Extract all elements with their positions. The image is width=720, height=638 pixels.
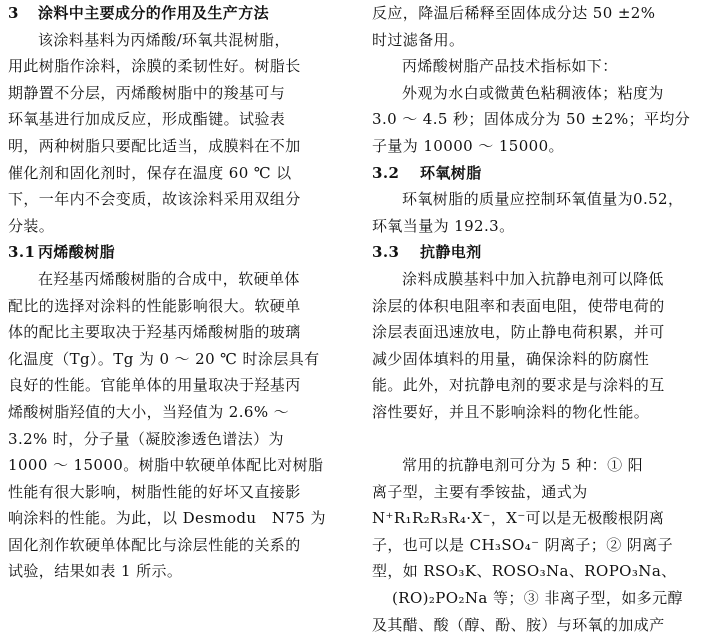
text-line: 丙烯酸树脂产品技术指标如下： bbox=[402, 57, 618, 76]
section-number: 3.2 bbox=[372, 163, 400, 182]
text-line: 下，一年内不会变质，故该涂料采用双组分 bbox=[8, 190, 301, 209]
text-line: N⁺R₁R₂R₃R₄·X⁻，X⁻可以是无极酸根阴离 bbox=[372, 509, 665, 528]
text-line: 该涂料基料为丙烯酸/环氧共混树脂， bbox=[38, 30, 290, 49]
text-line: 固化剂作软硬单体配比与涂层性能的关系的 bbox=[8, 535, 301, 554]
right-column bbox=[372, 0, 712, 638]
left-column bbox=[8, 0, 352, 585]
text-line: 时过滤备用。 bbox=[372, 30, 465, 49]
text-line: 离子型，主要有季铵盐，通式为 bbox=[372, 482, 588, 501]
text-line bbox=[372, 426, 712, 453]
text-line: 明，两种树脂只要配比适当，成膜料在不加 bbox=[8, 136, 301, 155]
text-line: 3.0 ～ 4.5 秒；固体成分为 50 ±2%；平均分 bbox=[372, 110, 691, 129]
text-line: 配比的选择对涂料的性能影响很大。软硬单 bbox=[8, 296, 301, 315]
text-line: 环氧基进行加成反应，形成酯键。试验表 bbox=[8, 110, 286, 129]
text-line: 用此树脂作涂料，涂膜的柔韧性好。树脂长 bbox=[8, 57, 301, 76]
section-heading bbox=[8, 0, 352, 27]
text-line: 及其醋、酸（醇、酚、胺）与环氧的加成产 bbox=[372, 615, 665, 634]
text-line: 催化剂和固化剂时，保存在温度 60 ℃ 以 bbox=[8, 163, 292, 182]
text-line: 在羟基丙烯酸树脂的合成中，软硬单体 bbox=[38, 269, 300, 288]
text-line: 常用的抗静电剂可分为 5 种：① 阳 bbox=[402, 456, 644, 475]
section-number: 3.3 bbox=[372, 243, 400, 262]
section-heading bbox=[372, 160, 712, 187]
text-line: 外观为水白或微黄色粘稠液体；粘度为 bbox=[402, 83, 664, 102]
text-line: 子量为 10000 ～ 15000。 bbox=[372, 136, 564, 155]
text-line: 能。此外，对抗静电剂的要求是与涂料的互 bbox=[372, 376, 665, 395]
text-line: 分装。 bbox=[8, 216, 55, 235]
text-line: 良好的性能。官能单体的用量取决于羟基丙 bbox=[8, 376, 301, 395]
section-heading bbox=[8, 239, 352, 266]
text-line: 烯酸树脂羟值的大小，当羟值为 2.6% ～ bbox=[8, 402, 290, 421]
text-line: 3.2% 时，分子量（凝胶渗透色谱法）为 bbox=[8, 429, 284, 448]
text-line: 型，如 RSO₃K、ROSO₃Na、ROPO₃Na、 bbox=[372, 562, 677, 581]
text-line: 环氧当量为 192.3。 bbox=[372, 216, 515, 235]
text-line: 体的配比主要取决于羟基丙烯酸树脂的玻璃 bbox=[8, 323, 301, 342]
text-line: 子，也可以是 CH₃SO₄⁻ 阴离子；② 阴离子 bbox=[372, 535, 673, 554]
text-line: 涂层表面迅速放电，防止静电荷积累，并可 bbox=[372, 323, 665, 342]
section-title: 抗静电剂 bbox=[420, 243, 482, 262]
text-line: 涂料成膜基料中加入抗静电剂可以降低 bbox=[402, 269, 664, 288]
text-line: 响涂料的性能。为此，以 Desmodu N75 为 bbox=[8, 509, 326, 528]
section-title: 环氧树脂 bbox=[420, 163, 482, 182]
text-line: 试验，结果如表 1 所示。 bbox=[8, 562, 183, 581]
text-line: 环氧树脂的质量应控制环氧值量为0.52， bbox=[402, 190, 684, 209]
text-line: 减少固体填料的用量，确保涂料的防腐性 bbox=[372, 349, 650, 368]
text-line: 溶性要好，并且不影响涂料的物化性能。 bbox=[372, 402, 650, 421]
text-line: 期静置不分层，丙烯酸树脂中的羧基可与 bbox=[8, 83, 286, 102]
text-line: 1000 ～ 15000。树脂中软硬单体配比对树脂 bbox=[8, 456, 324, 475]
text-line: 化温度（Tg）。Tg 为 0 ～ 20 ℃ 时涂层具有 bbox=[8, 349, 320, 368]
section-number: 3.1 bbox=[8, 243, 36, 262]
section-title: 涂料中主要成分的作用及生产方法 bbox=[38, 4, 270, 22]
text-line: 涂层的体积电阻率和表面电阻，使带电荷的 bbox=[372, 296, 665, 315]
section-number: 3 bbox=[8, 4, 19, 22]
text-line: 性能有很大影响，树脂性能的好坏又直接影 bbox=[8, 482, 301, 501]
section-title: 丙烯酸树脂 bbox=[38, 243, 116, 262]
text-line: 反应，降温后稀释至固体成分达 50 ±2% bbox=[372, 4, 656, 22]
text-line: (RO)₂PO₂Na 等；③ 非离子型，如多元醇 bbox=[392, 589, 683, 608]
section-heading bbox=[372, 239, 712, 266]
